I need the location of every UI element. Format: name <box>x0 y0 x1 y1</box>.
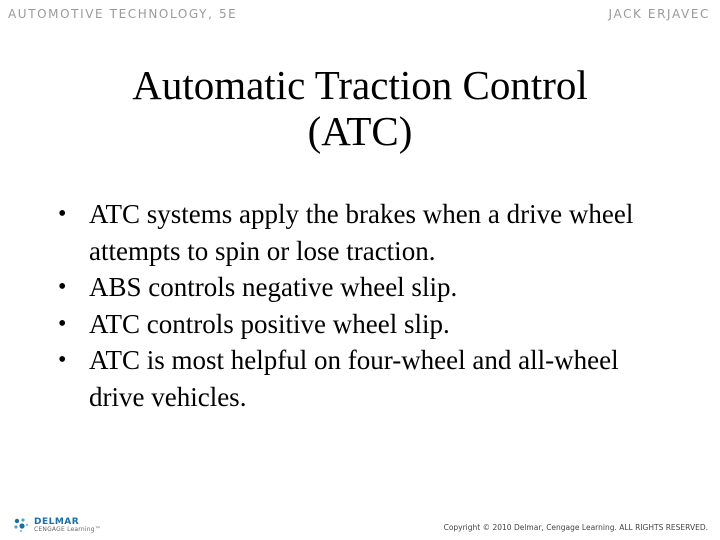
bullet-list <box>56 196 676 415</box>
logo-subtitle: CENGAGE Learning™ <box>34 525 101 533</box>
header-author: JACK ERJAVEC <box>608 7 710 21</box>
bullet-item <box>56 196 676 269</box>
bullet-item <box>56 342 676 415</box>
bullet-marker: • <box>58 310 67 337</box>
logo-brand: DELMAR <box>34 516 80 527</box>
delmar-logo-icon <box>12 516 30 534</box>
bullet-item <box>56 306 676 343</box>
bullet-item <box>56 269 676 306</box>
bullet-text: ATC systems apply the brakes when a drive wheel attempts to spin or lose traction. <box>89 199 634 266</box>
copyright-notice: Copyright © 2010 Delmar, Cengage Learning. ALL RIGHTS RESERVED. <box>443 523 708 532</box>
slide-title-line-1: Automatic Traction Control <box>132 62 588 108</box>
bullet-marker: • <box>58 201 67 227</box>
bullet-text: ATC controls positive wheel slip. <box>89 308 450 339</box>
bullet-marker: • <box>58 347 67 373</box>
bullet-text: ABS controls negative wheel slip. <box>89 272 458 302</box>
delmar-logo <box>12 514 101 536</box>
slide-title-line-2: (ATC) <box>307 108 413 154</box>
slide-title <box>60 62 660 154</box>
delmar-logo-text <box>34 518 101 533</box>
header-book-title: AUTOMOTIVE TECHNOLOGY, 5E <box>8 7 238 21</box>
bullet-text: ATC is most helpful on four-wheel and all-wheel drive vehicles. <box>89 345 619 412</box>
bullet-marker: • <box>58 274 67 300</box>
